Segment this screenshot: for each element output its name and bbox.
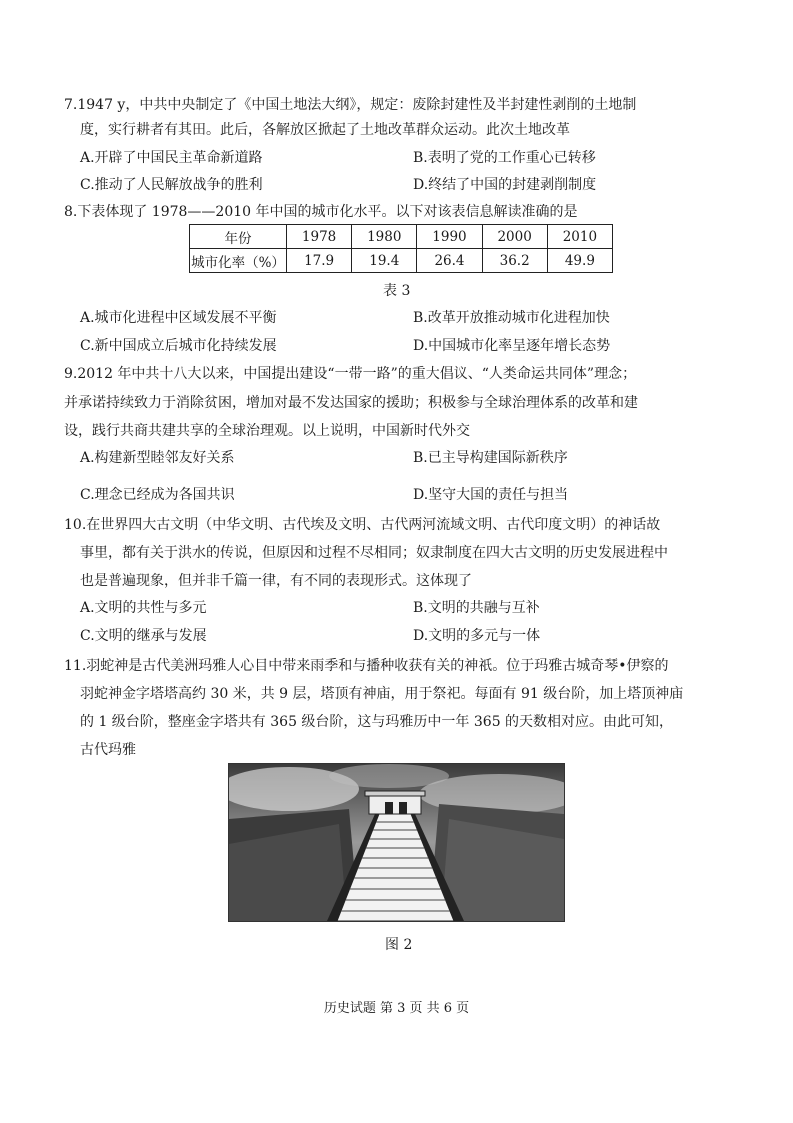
table-cell: 1980 bbox=[352, 225, 417, 249]
q7-option-c: C.推动了人民解放战争的胜利 bbox=[80, 177, 263, 193]
table-cell: 26.4 bbox=[417, 249, 482, 273]
figure-caption: 图 2 bbox=[385, 937, 413, 953]
q9-stem-line1: 9.2012 年中共十八大以来，中国提出建设“一带一路”的重大倡议、“人类命运共同体”理念； bbox=[64, 366, 637, 382]
table-cell: 2010 bbox=[547, 225, 612, 249]
q10-option-b: B.文明的共融与互补 bbox=[413, 600, 540, 616]
table-cell: 2000 bbox=[482, 225, 547, 249]
q8-option-b: B.改革开放推动城市化进程加快 bbox=[413, 310, 610, 326]
q9-option-b: B.已主导构建国际新秩序 bbox=[413, 450, 568, 466]
table-header-rate: 城市化率（%） bbox=[190, 249, 287, 273]
table-row bbox=[190, 249, 613, 273]
q10-stem-line2: 事里，都有关于洪水的传说，但原因和过程不尽相同；奴隶制度在四大古文明的历史发展进程中 bbox=[80, 545, 668, 561]
q11-stem-line3: 的 1 级台阶，整座金字塔共有 365 级台阶，这与玛雅历中一年 365 的天数相对应。由此可知， bbox=[80, 714, 674, 730]
table-cell: 49.9 bbox=[547, 249, 612, 273]
q8-stem-line1: 8.下表体现了 1978——2010 年中国的城市化水平。以下对该表信息解读准确的是 bbox=[64, 204, 578, 220]
table-cell: 36.2 bbox=[482, 249, 547, 273]
table-caption: 表 3 bbox=[383, 283, 411, 299]
table-header-year: 年份 bbox=[190, 225, 287, 249]
q9-stem-line2: 并承诺持续致力于消除贫困，增加对最不发达国家的援助；积极参与全球治理体系的改革和建 bbox=[64, 395, 638, 411]
q11-stem-line4: 古代玛雅 bbox=[80, 742, 136, 758]
table-cell: 1978 bbox=[287, 225, 352, 249]
q8-option-a: A.城市化进程中区域发展不平衡 bbox=[80, 310, 277, 326]
q7-stem-line1: 7.1947 y，中共中央制定了《中国土地法大纲》，规定：废除封建性及半封建性剥削的土地制 bbox=[64, 97, 637, 113]
urbanization-table bbox=[189, 224, 613, 273]
q9-option-a: A.构建新型睦邻友好关系 bbox=[80, 450, 235, 466]
table-cell: 19.4 bbox=[352, 249, 417, 273]
q10-stem-line1: 10.在世界四大古文明（中华文明、古代埃及文明、古代两河流域文明、古代印度文明）的神话故 bbox=[64, 517, 661, 533]
pyramid-photo bbox=[228, 763, 565, 922]
table-row bbox=[190, 225, 613, 249]
table-cell: 17.9 bbox=[287, 249, 352, 273]
table-cell: 1990 bbox=[417, 225, 482, 249]
q7-stem-line2: 度，实行耕者有其田。此后，各解放区掀起了土地改革群众运动。此次土地改革 bbox=[80, 122, 570, 138]
q7-option-a: A.开辟了中国民主革命新道路 bbox=[80, 150, 263, 166]
q8-option-c: C.新中国成立后城市化持续发展 bbox=[80, 338, 277, 354]
q7-option-d: D.终结了中国的封建剥削制度 bbox=[413, 177, 597, 193]
q10-option-d: D.文明的多元与一体 bbox=[413, 628, 541, 644]
q10-option-a: A.文明的共性与多元 bbox=[80, 600, 207, 616]
q9-option-c: C.理念已经成为各国共识 bbox=[80, 487, 235, 503]
q9-option-d: D.坚守大国的责任与担当 bbox=[413, 487, 569, 503]
q8-option-d: D.中国城市化率呈逐年增长态势 bbox=[413, 338, 611, 354]
q10-stem-line3: 也是普遍现象，但并非千篇一律，有不同的表现形式。这体现了 bbox=[80, 573, 472, 589]
q7-option-b: B.表明了党的工作重心已转移 bbox=[413, 150, 596, 166]
q10-option-c: C.文明的继承与发展 bbox=[80, 628, 207, 644]
page-footer: 历史试题 第 3 页 共 6 页 bbox=[323, 1001, 470, 1016]
q11-stem-line1: 11.羽蛇神是古代美洲玛雅人心目中带来雨季和与播种收获有关的神祇。位于玛雅古城奇琴•伊察的 bbox=[64, 658, 669, 674]
q11-stem-line2: 羽蛇神金字塔塔高约 30 米，共 9 层，塔顶有神庙，用于祭祀。每面有 91 级台阶，加上塔顶神庙 bbox=[80, 686, 684, 702]
q9-stem-line3: 设，践行共商共建共享的全球治理观。以上说明，中国新时代外交 bbox=[64, 423, 470, 439]
